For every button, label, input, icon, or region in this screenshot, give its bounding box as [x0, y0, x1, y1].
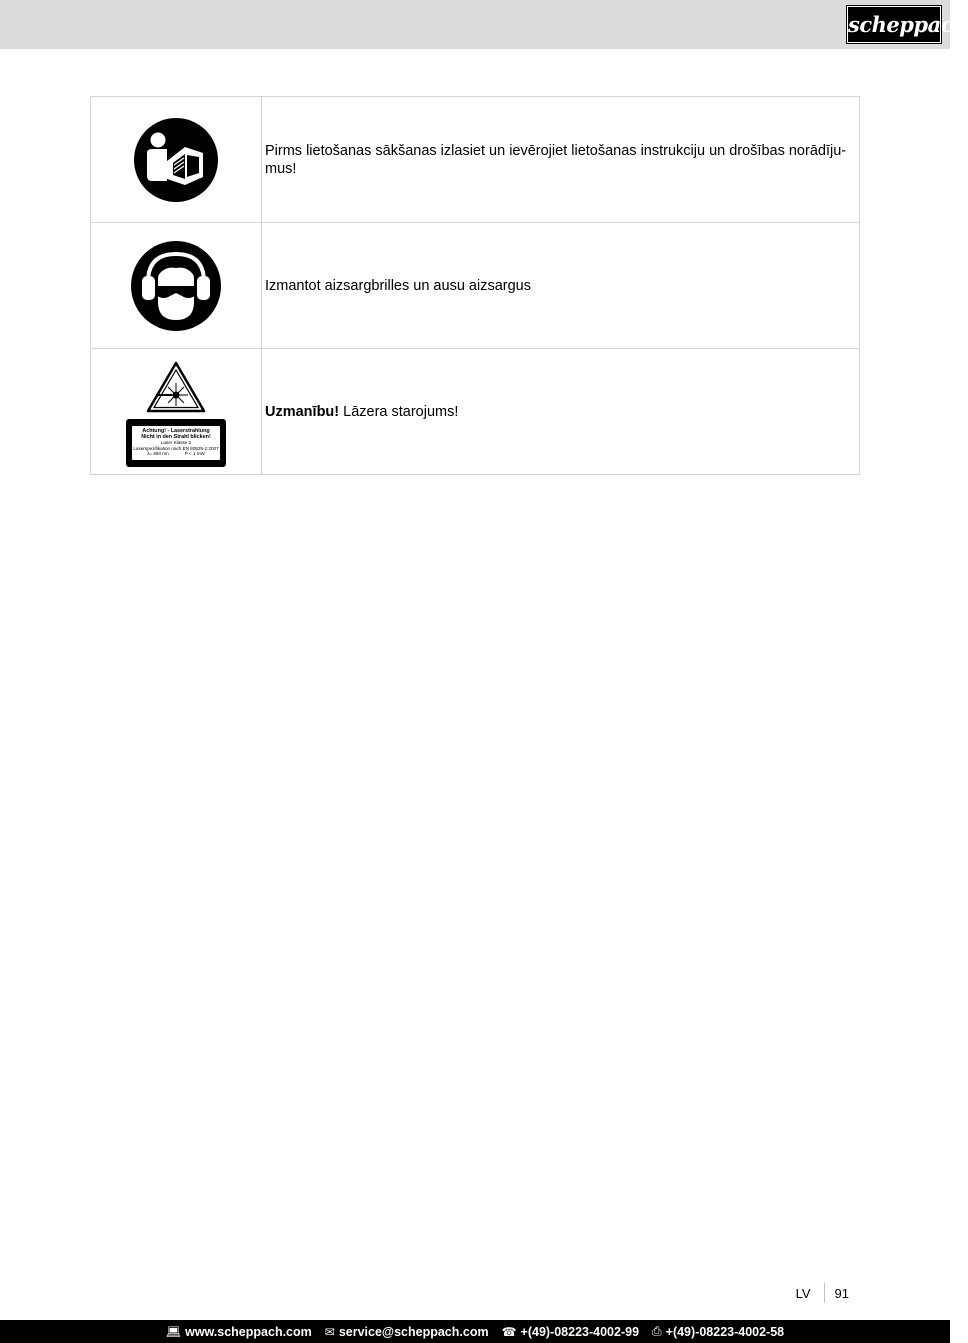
phone-text: +(49)-08223-4002-99 [520, 1324, 640, 1339]
icon-cell [91, 349, 262, 475]
label-line: Laser Klasse 2 [160, 440, 192, 446]
page-number: 91 [834, 1285, 849, 1301]
footer-fax[interactable] [652, 1324, 784, 1339]
goggles-ear-protection-icon [130, 240, 222, 332]
table-row [91, 223, 860, 349]
label-power: P < 1 mW [184, 451, 205, 457]
laser-warning-label [126, 419, 226, 467]
footer-phone[interactable] [502, 1325, 639, 1339]
table-row [91, 349, 860, 475]
fax-icon: ⎙ [652, 1324, 662, 1338]
label-wavelength: λ= 650 nm [147, 451, 169, 457]
header-band [0, 0, 950, 49]
page-info [796, 1283, 849, 1303]
footer-bar [0, 1320, 950, 1343]
label-line: Nicht in den Strahl blicken! [141, 434, 211, 441]
brand-logo: scheppach [847, 6, 941, 43]
fax-text: +(49)-08223-4002-58 [665, 1324, 785, 1339]
computer-icon: 💻︎ [165, 1324, 182, 1339]
warning-word: Uzmanību! [265, 403, 340, 420]
website-text: www.scheppach.com [185, 1324, 312, 1339]
laser-symbols [91, 357, 261, 467]
email-text: service@scheppach.com [338, 1324, 489, 1339]
laser-label-text [132, 426, 220, 460]
footer-email[interactable] [325, 1325, 489, 1339]
mail-icon: ✉︎ [324, 1324, 335, 1339]
warning-text: Lāzera starojums! [339, 403, 459, 420]
footer-website[interactable] [166, 1325, 312, 1339]
row-text [262, 349, 860, 475]
phone-icon: ☎︎ [501, 1324, 517, 1339]
label-line: Achtung! - Laserstrahlung [142, 428, 210, 435]
label-values [147, 451, 205, 456]
language-code: LV [795, 1285, 811, 1301]
read-manual-icon [133, 117, 219, 203]
laser-warning-icon [146, 361, 206, 413]
row-text: Izmantot aizsargbrilles un ausu aizsargus [262, 223, 860, 349]
icon-cell [91, 223, 262, 349]
icon-cell [91, 97, 262, 223]
row-text: Pirms lietošanas sākšanas izlasiet un ievērojiet lietošanas instrukciju un drošības norādīju-mus! [262, 97, 860, 223]
symbol-table [90, 96, 860, 475]
table-row [91, 97, 860, 223]
label-line: Laserspezifikation nach EN 60825-1:2007 [133, 445, 219, 451]
